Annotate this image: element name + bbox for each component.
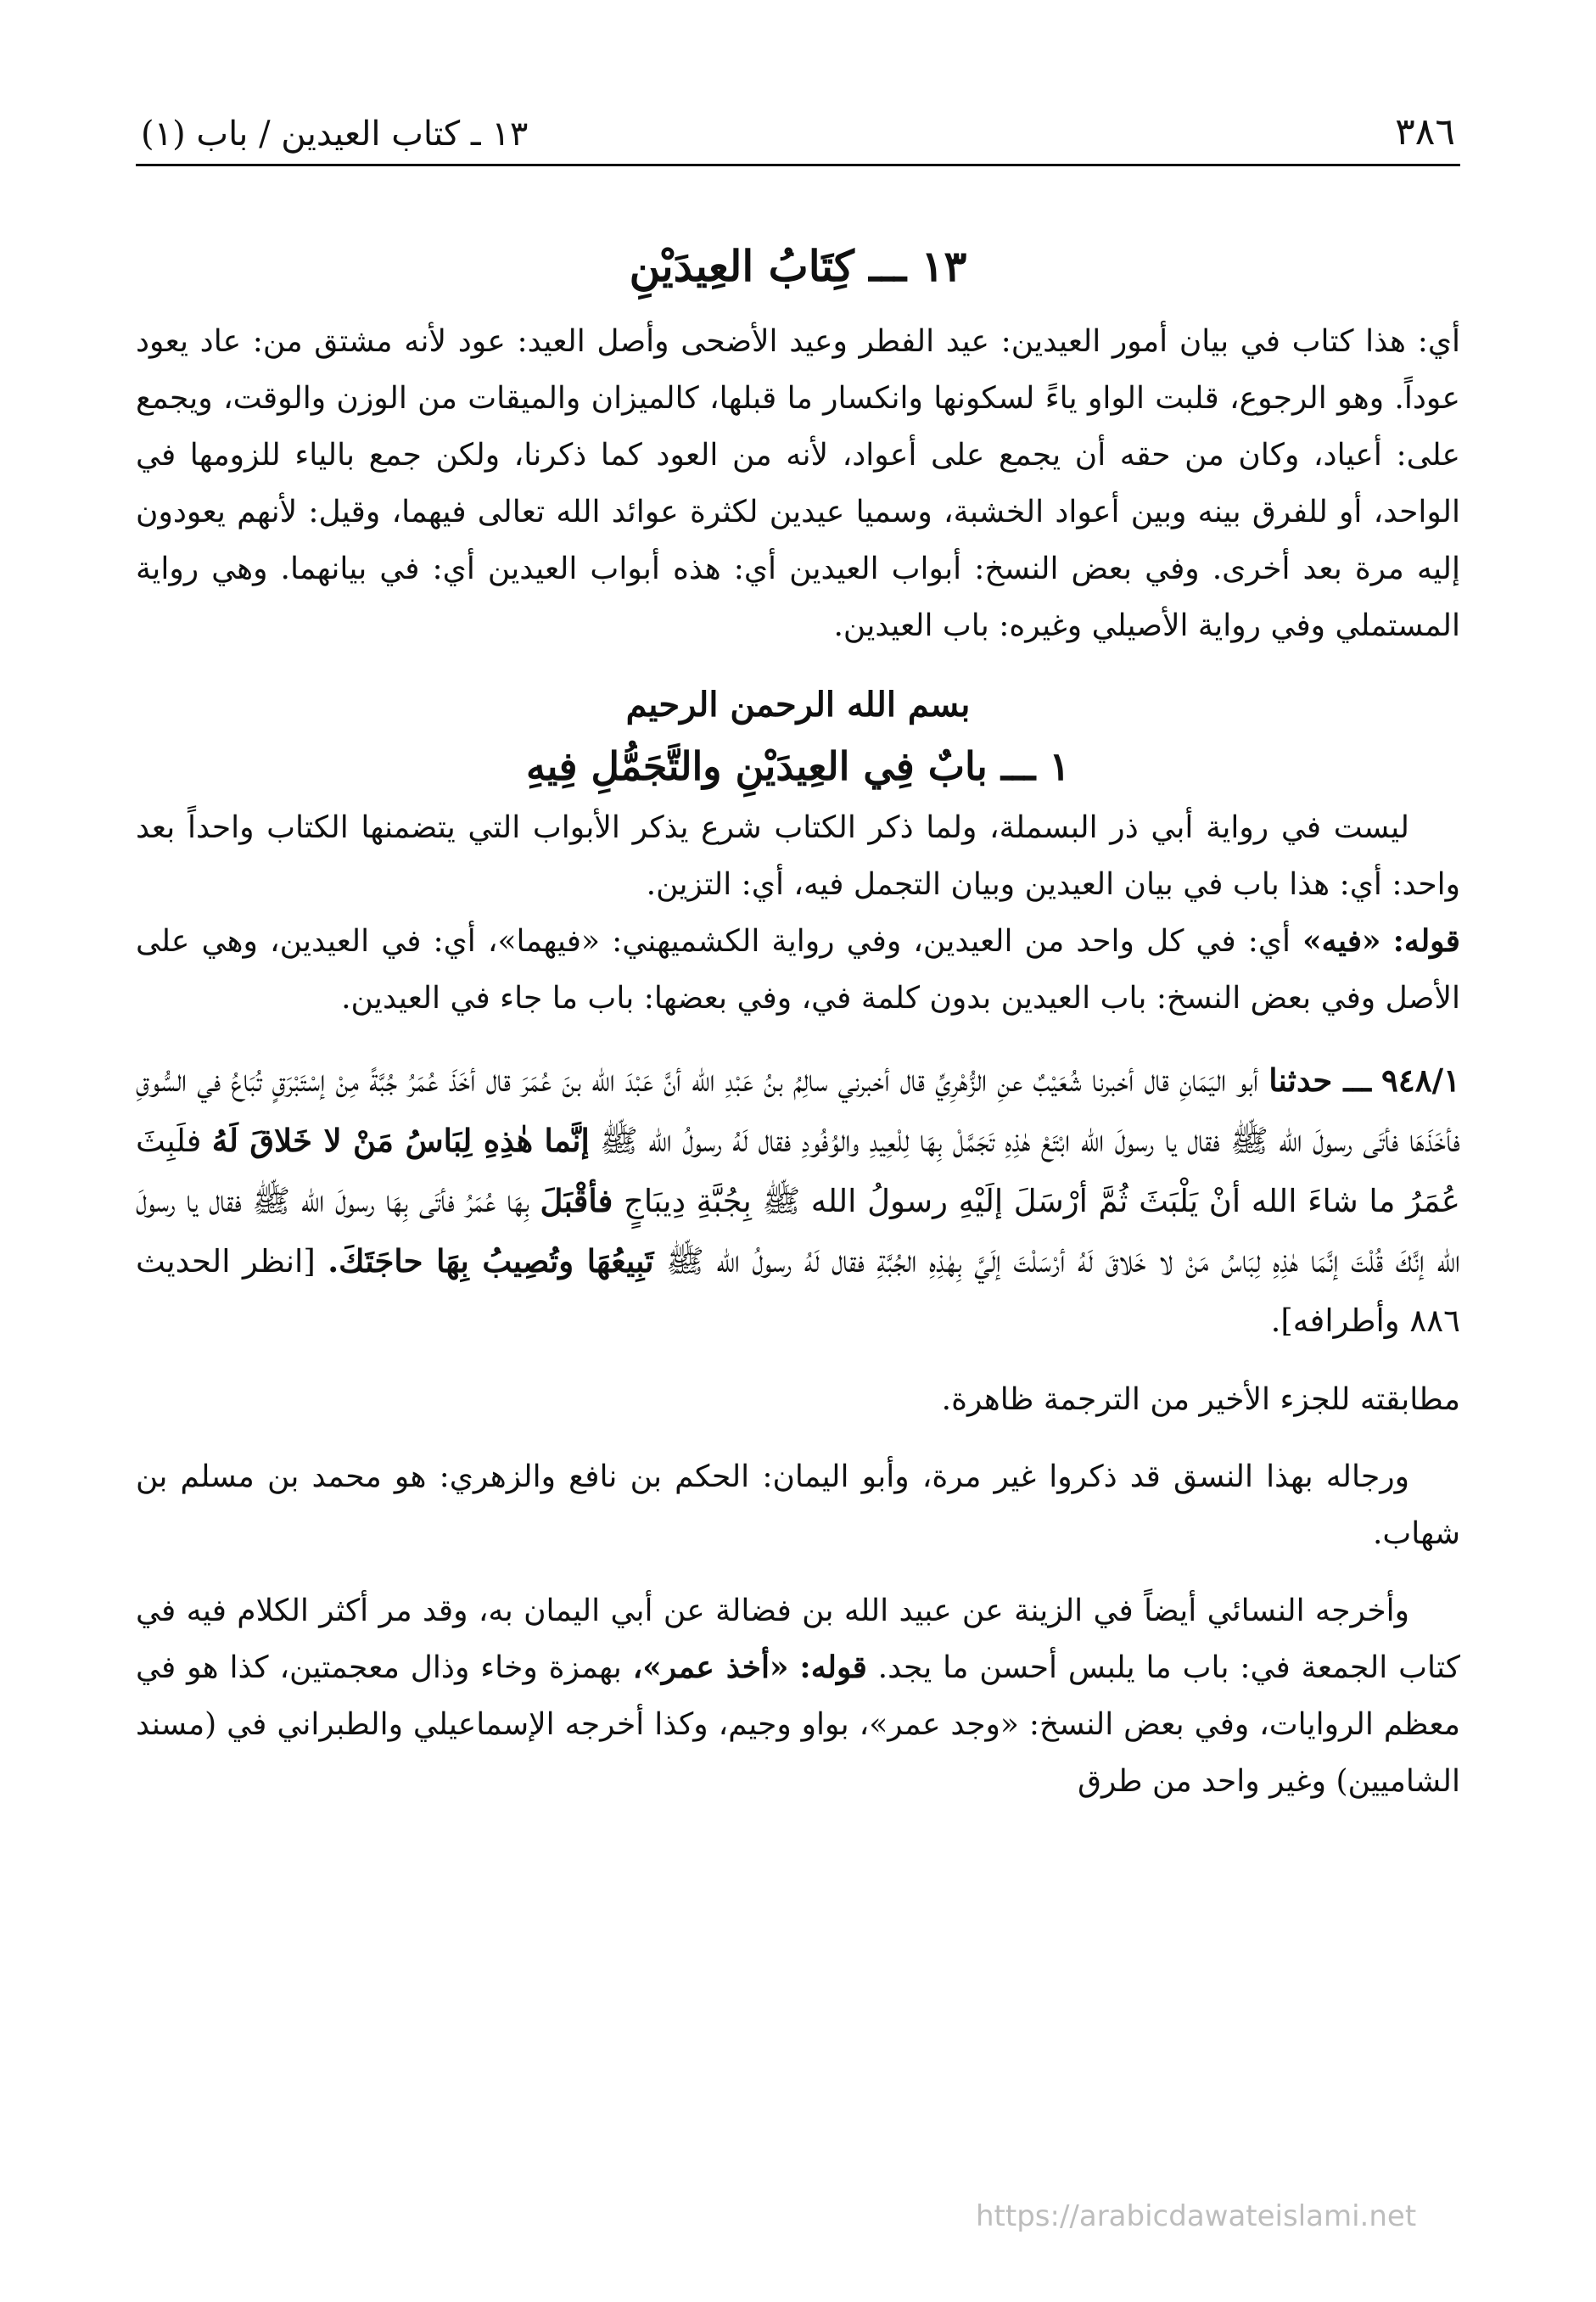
qawluh-label: قوله: [1392,923,1460,959]
hadith-number: ٩٤٨/١ [1380,1061,1460,1099]
chapter-heading: ١ ـــ بابٌ فِي العِيدَيْنِ والتَّجَمُّلِ فِيهِ [525,743,1071,789]
watermark-url: https://arabicdawateislami.net [976,2199,1417,2233]
qawluh-label-2: قوله: [799,1649,867,1685]
book-title: ١٣ ـــ كِتَابُ العِيدَيْنِ [629,241,967,291]
takhrij-note [136,1582,1460,1810]
hadith-bold-3: تَبِيعُهَا وتُصِيبُ بِهَا حاجَتَكَ. [328,1242,654,1280]
intro-paragraph: أي: هذا كتاب في بيان أمور العيدين: عيد الفطر وعيد الأضحى وأصل العيد: عود لأنه مشتق من: عاد يعود عوداً. وهو الرجوع، قلبت الواو ياءً لسكونها وانكسار ما قبلها، كالميزان والميقات من الوزن والوقت، ويجمع على: أعياد، وكان من حقه أن يجمع على أعواد، لأنه من العود كما ذكرنا، ولكن جمع بالياء للزومها في الواحد، أو للفرق بينه وبين أعواد الخشبة، وسميا عيدين لكثرة عوائد الله تعالى فيهما، وقيل: لأنهم يعودون إليه مرة بعد أخرى. وفي بعض النسخ: أبواب العيدين أي: هذه أبواب العيدين أي: في بيانهما. وهي رواية المستملي وفي رواية الأصيلي وغيره: باب العيدين. [136,324,1460,643]
matching-note: مطابقته للجزء الأخير من الترجمة ظاهرة. [941,1382,1460,1417]
chapter-commentary-1: ليست في رواية أبي ذر البسملة، ولما ذكر الكتاب شرع يذكر الأبواب التي يتضمنها الكتاب واحداً بعد واحد: أي: هذا باب في بيان العيدين وبيان التجمل فيه، أي: التزين. [136,810,1460,902]
hadith-bold-1: إنَّما هٰذِهِ لِبَاسُ مَنْ لا خَلاقَ لَهُ [211,1122,590,1159]
hadith-bold-2: فأقْبَلَ [540,1182,613,1219]
hadith-mid-2: بِهَا عُمَرُ فأتَى بِهَا رسولَ الله ﷺ فقال يا رسولَ الله إنَّكَ قُلْتَ إنَّمَا هٰذِهِ لِبَاسُ مَنْ لا خَلاقَ لَهُ أرْسَلْتَ إلَيَّ بِهٰذِهِ الجُبَّةِ فقال لَهُ رسولُ الله ﷺ [136,1183,1460,1280]
hadith-mid-1: فلَبِثَ عُمَرُ ما شاءَ الله أنْ يَلْبَثَ ثُمَّ أرْسَلَ إلَيْهِ رسولُ الله ﷺ بِجُبَّةِ دِيبَاجٍ [136,1123,1461,1219]
takhrij-text-2: بهمزة وخاء وذال معجمتين، كذا هو في معظم الروايات، وفي بعض النسخ: «وجد عمر»، بواو وجيم، وكذا أخرجه الإسماعيلي والطبراني في (مسند الشاميين) وغير واحد من طرق [136,1650,1460,1799]
hadith-text [136,1050,1460,1351]
page-number: ٣٨٦ [1395,110,1455,154]
basmala: بسم الله الرحمن الرحيم [625,685,971,725]
document-page [136,110,1460,2268]
hadith-isnad: أبو اليَمَانِ قال أخبرنا شُعَيْبٌ عنِ الزُّهْرِيِّ قال أخبرني سالِمُ بنُ عَبْدِ الله أنَّ عَبْدَ الله بنَ عُمَرَ قال أخَذَ عُمَرُ جُبَّةً مِنْ إسْتَبْرَقٍ تُبَاعُ في السُّوقِ فأخَذَهَا فأتَى رسولَ الله ﷺ فقال يا رسولَ الله ابْتَعْ هٰذِهِ تَجَمَّلْ بِهَا لِلْعِيدِ والوُفُودِ فقال لَهُ رسولُ الله ﷺ [136,1062,1461,1159]
page-header [136,110,1460,166]
chapter-commentary-text: أي: في كل واحد من العيدين، وفي رواية الكشميهني: «فيهما»، أي: في العيدين، وهي على الأصل وفي بعض النسخ: باب العيدين بدون كلمة في، وفي بعضها: باب ما جاء في العيدين. [136,924,1460,1016]
quoted-akhadha-umar: «أخذ عمر»، [632,1649,789,1685]
quoted-word-fihi: «فيه» [1302,923,1381,959]
chapter-commentary-2 [136,913,1460,1027]
hadith-haddathana: ـــ حدثنا [1268,1061,1371,1099]
running-title: ١٣ ـ كتاب العيدين / باب (١) [141,115,529,154]
hadith-reference: [انظر الحديث ٨٨٦ وأطرافه]. [136,1243,1460,1339]
narrators-note: ورجاله بهذا النسق قد ذكروا غير مرة، وأبو اليمان: الحكم بن نافع والزهري: هو محمد بن مسلم بن شهاب. [136,1459,1460,1551]
takhrij-text-1: وأخرجه النسائي أيضاً في الزينة عن عبيد الله بن فضالة عن أبي اليمان به، وقد مر أكثر الكلام فيه في كتاب الجمعة في: باب ما يلبس أحسن ما يجد. [136,1593,1460,1685]
